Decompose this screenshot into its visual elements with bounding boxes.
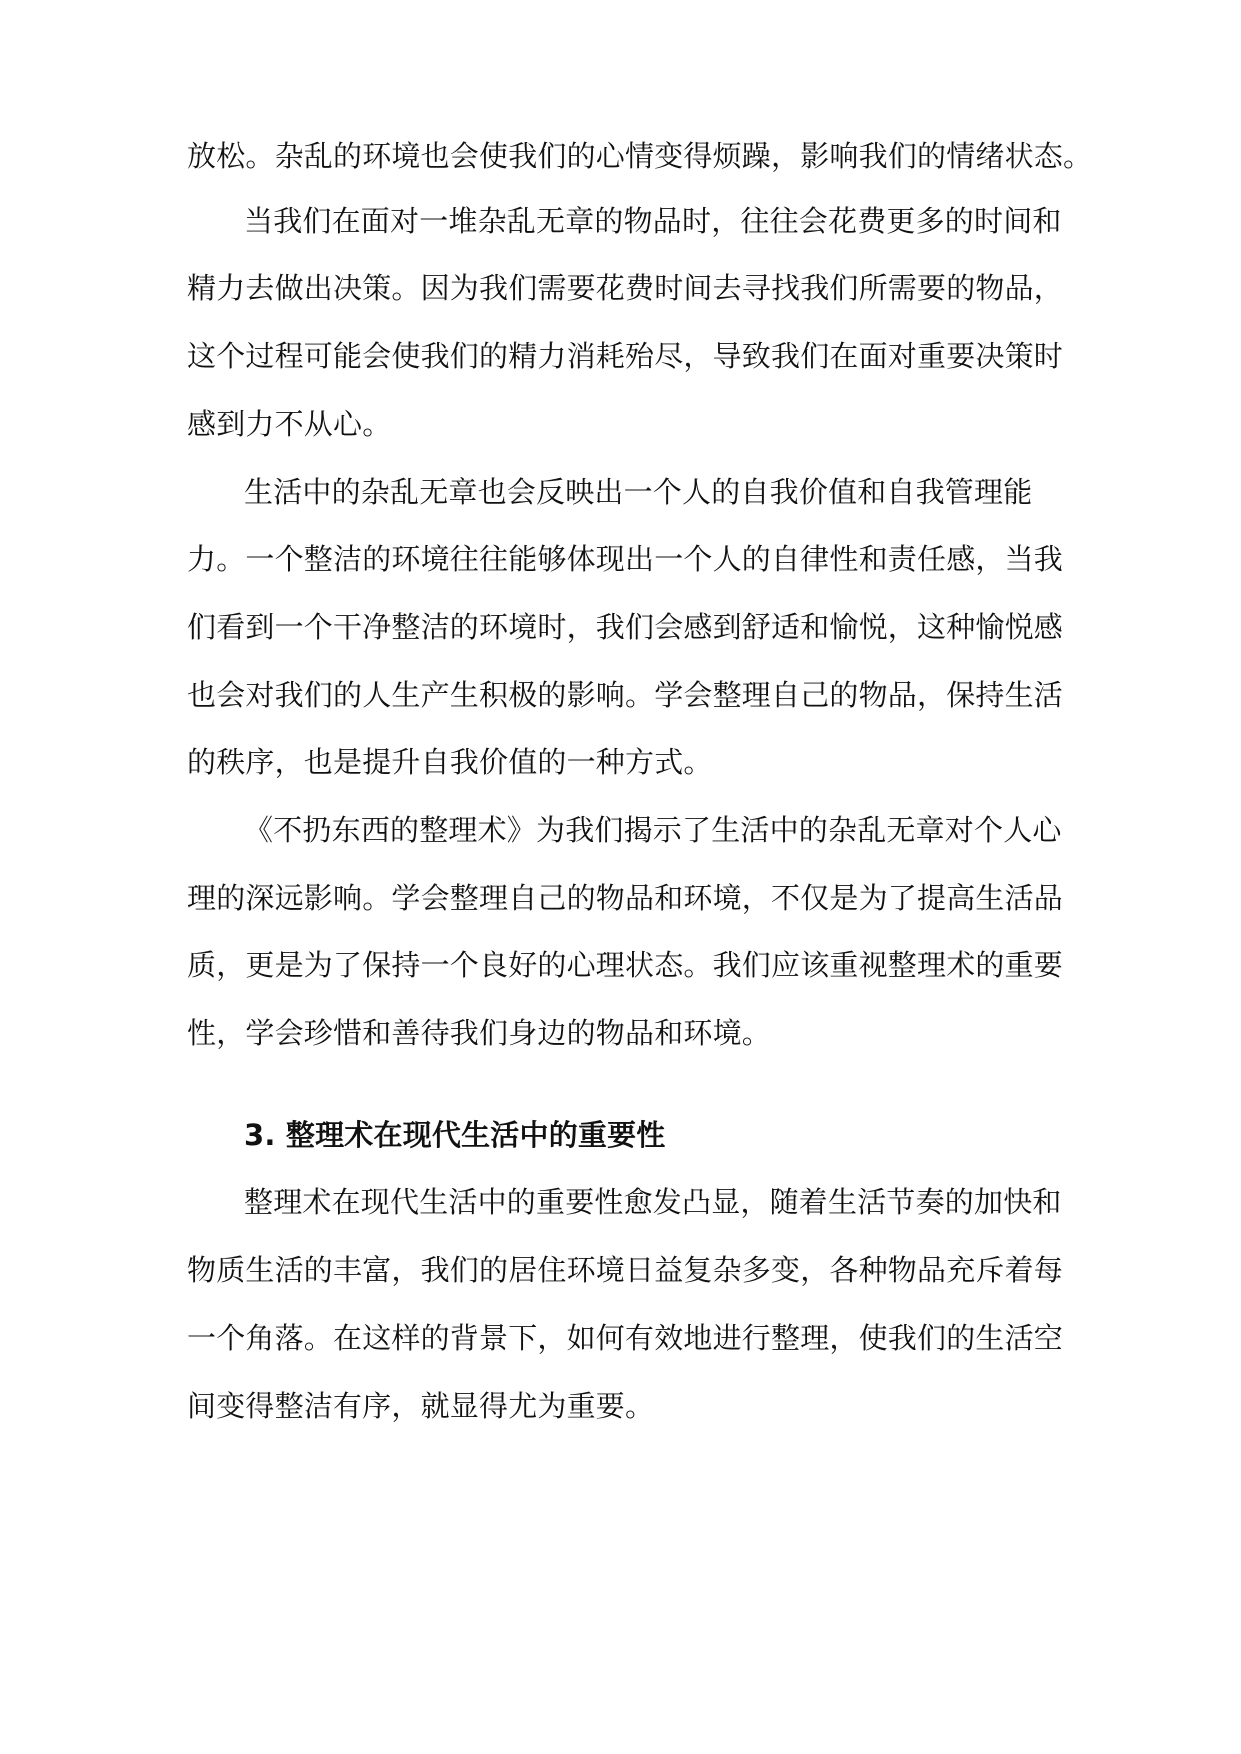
paragraph-3-line-1: 生活中的杂乱无章也会反映出一个人的自我价值和自我管理能 xyxy=(244,475,1033,509)
paragraph-1-line-1: 放松。杂乱的环境也会使我们的心情变得烦躁，影响我们的情绪状态。 xyxy=(187,139,1093,173)
paragraph-4-line-4: 性，学会珍惜和善待我们身边的物品和环境。 xyxy=(187,1016,772,1050)
paragraph-3-line-5: 的秩序，也是提升自我价值的一种方式。 xyxy=(187,745,713,779)
paragraph-2-line-2: 精力去做出决策。因为我们需要花费时间去寻找我们所需要的物品， xyxy=(187,271,1064,305)
paragraph-2-line-4: 感到力不从心。 xyxy=(187,407,392,441)
paragraph-2-line-1: 当我们在面对一堆杂乱无章的物品时，往往会花费更多的时间和 xyxy=(244,204,1062,238)
section-paragraph-line-1: 整理术在现代生活中的重要性愈发凸显，随着生活节奏的加快和 xyxy=(244,1185,1062,1219)
section-paragraph-line-4: 间变得整洁有序，就显得尤为重要。 xyxy=(187,1389,655,1423)
section-paragraph-line-2: 物质生活的丰富，我们的居住环境日益复杂多变，各种物品充斥着每 xyxy=(187,1253,1064,1287)
paragraph-4-line-3: 质，更是为了保持一个良好的心理状态。我们应该重视整理术的重要 xyxy=(187,948,1064,982)
paragraph-4-line-1: 《不扔东西的整理术》为我们揭示了生活中的杂乱无章对个人心 xyxy=(244,813,1062,847)
paragraph-4-line-2: 理的深远影响。学会整理自己的物品和环境，不仅是为了提高生活品 xyxy=(187,881,1064,915)
paragraph-2-line-3: 这个过程可能会使我们的精力消耗殆尽，导致我们在面对重要决策时 xyxy=(187,339,1064,373)
section-paragraph-line-3: 一个角落。在这样的背景下，如何有效地进行整理，使我们的生活空 xyxy=(187,1321,1064,1355)
section-heading: 3. 整理术在现代生活中的重要性 xyxy=(244,1118,666,1152)
paragraph-3-line-4: 也会对我们的人生产生积极的影响。学会整理自己的物品，保持生活 xyxy=(187,678,1064,712)
paragraph-3-line-2: 力。一个整洁的环境往往能够体现出一个人的自律性和责任感，当我 xyxy=(187,542,1064,576)
paragraph-3-line-3: 们看到一个干净整洁的环境时，我们会感到舒适和愉悦，这种愉悦感 xyxy=(187,610,1064,644)
